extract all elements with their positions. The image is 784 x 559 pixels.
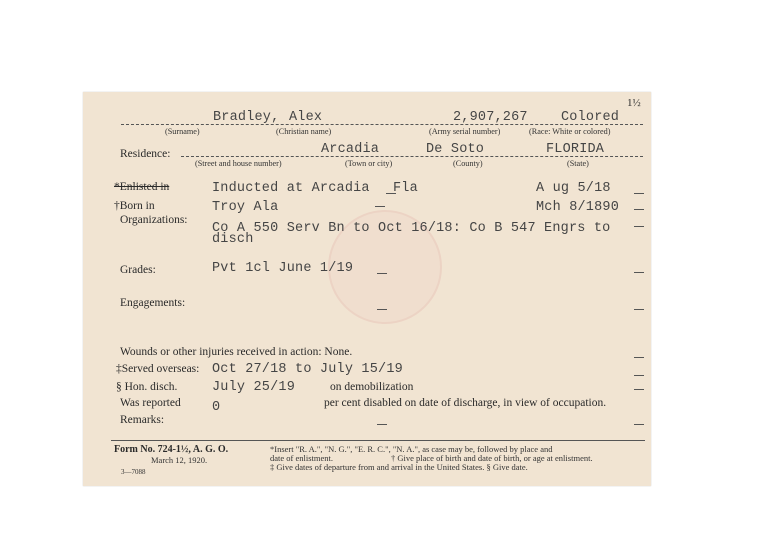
organizations-end-dash xyxy=(634,226,644,227)
organizations-line2: disch xyxy=(212,232,254,247)
wounds-label: Wounds or other injuries received in action: None. xyxy=(120,346,353,358)
footnote-birth: † Give place of birth and date of birth, or age at enlistment. xyxy=(391,453,593,463)
engagements-dash xyxy=(377,309,387,310)
reported-label: Was reported xyxy=(120,397,181,409)
footnote-insert-cont: date of enlistment. xyxy=(270,453,334,463)
residence-town: Arcadia xyxy=(321,142,380,157)
organizations-label: Organizations: xyxy=(120,214,188,226)
discharge-suffix: on demobilization xyxy=(330,381,414,393)
born-label: †Born in xyxy=(114,200,155,212)
enlisted-label: *Enlisted in xyxy=(114,181,170,193)
enlisted-dash xyxy=(386,193,396,194)
grades-value: Pvt 1cl June 1/19 xyxy=(212,261,354,276)
corner-mark: 1½ xyxy=(627,97,641,109)
race-label: (Race: White or colored) xyxy=(529,127,611,136)
reported-suffix: per cent disabled on date of discharge, in view of occupation. xyxy=(324,397,607,409)
form-number: Form No. 724-1½, A. G. O. xyxy=(114,444,229,455)
discharge-value: July 25/19 xyxy=(212,380,296,395)
street-label: (Street and house number) xyxy=(195,159,282,168)
enlisted-end-dash xyxy=(634,193,644,194)
footnote-overseas: ‡ Give dates of departure from and arrival in the United States. § Give date. xyxy=(270,462,528,472)
footer-rule xyxy=(111,440,645,441)
remarks-label: Remarks: xyxy=(120,414,165,426)
enlisted-value: Inducted at Arcadia xyxy=(212,181,370,196)
header-rule xyxy=(121,124,643,125)
christian-name-label: (Christian name) xyxy=(276,127,332,136)
residence-label: Residence: xyxy=(120,148,171,160)
remarks-dash xyxy=(377,424,387,425)
engagements-label: Engagements: xyxy=(120,297,186,309)
state-label: (State) xyxy=(567,159,589,168)
wounds-end-dash xyxy=(634,357,644,358)
reported-value: 0 xyxy=(212,400,221,415)
overseas-end-dash xyxy=(634,375,644,376)
organizations-line1: Co A 550 Serv Bn to Oct 16/18: Co B 547 Engrs to xyxy=(212,221,611,236)
footnote-insert: *Insert "R. A.", "N. G.", "E. R. C.", "N. A.", as case may be, followed by place and xyxy=(270,444,553,454)
surname-label: (Surname) xyxy=(165,127,200,136)
print-code: 3—7088 xyxy=(121,468,146,476)
born-date: Mch 8/1890 xyxy=(536,200,620,215)
grades-label: Grades: xyxy=(120,264,156,276)
town-label: (Town or city) xyxy=(345,159,393,168)
grades-end-dash xyxy=(634,272,644,273)
county-label: (County) xyxy=(453,159,483,168)
residence-state: FLORIDA xyxy=(546,142,605,157)
residence-county: De Soto xyxy=(426,142,485,157)
discharge-end-dash xyxy=(634,389,644,390)
engagements-end-dash xyxy=(634,309,644,310)
service-record-card xyxy=(83,92,651,486)
enlisted-place-suffix: Fla xyxy=(393,181,418,196)
race-value: Colored xyxy=(561,110,620,125)
born-dash xyxy=(375,206,385,207)
form-date: March 12, 1920. xyxy=(151,455,208,465)
served-overseas-label: ‡Served overseas: xyxy=(116,363,200,375)
enlisted-date: A ug 5/18 xyxy=(536,181,611,196)
residence-rule xyxy=(181,156,643,157)
born-end-dash xyxy=(634,209,644,210)
grades-dash xyxy=(377,273,387,274)
christian-name-value: Alex xyxy=(289,110,323,125)
surname-value: Bradley, xyxy=(213,110,280,125)
serial-number-value: 2,907,267 xyxy=(453,110,528,125)
served-overseas-value: Oct 27/18 to July 15/19 xyxy=(212,362,403,377)
born-place: Troy Ala xyxy=(212,200,279,215)
discharge-label: § Hon. disch. xyxy=(116,381,178,393)
remarks-end-dash xyxy=(634,424,644,425)
serial-label: (Army serial number) xyxy=(429,127,501,136)
